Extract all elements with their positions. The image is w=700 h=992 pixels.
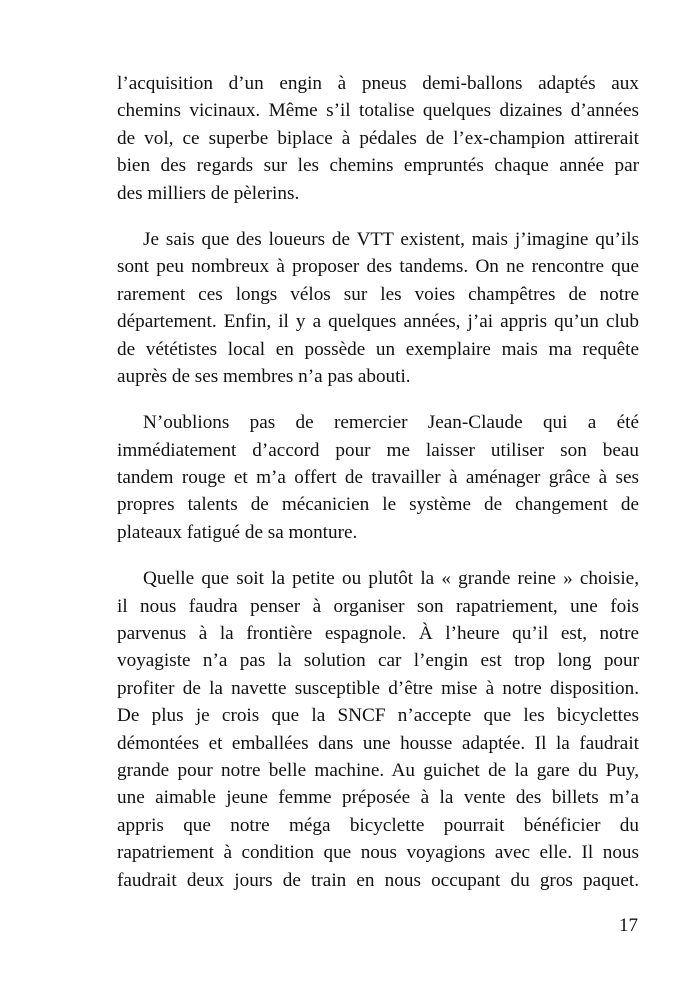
text-line: plateaux fatigué de sa monture.: [117, 521, 358, 543]
text-line: l’acquisition d’un engin à pneus demi-ballons adaptés aux: [117, 73, 639, 94]
text-line: voyagiste n’a pas la solution car l’engin est trop long pour: [117, 650, 639, 672]
page-number: 17: [619, 915, 638, 936]
text-line: bien des regards sur les chemins empruntés chaque année par: [117, 155, 639, 177]
text-line: profiter de la navette susceptible d’être mise à notre disposition.: [117, 677, 639, 699]
text-line: de vététistes local en possède un exemplaire mais ma requête: [117, 338, 639, 360]
text-line: tandem rouge et m’a offert de travailler à aménager grâce à ses: [117, 467, 639, 489]
text-line: faudrait deux jours de train en nous occupant du gros paquet.: [117, 869, 639, 891]
text-line: immédiatement d’accord pour me laisser utiliser son beau: [117, 439, 639, 461]
text-line: Quelle que soit la petite ou plutôt la « grande reine » choisie,: [143, 568, 639, 590]
paragraph-4: [117, 565, 639, 894]
text-line: chemins vicinaux. Même s’il totalise quelques dizaines d’années: [117, 100, 639, 122]
text-line: De plus je crois que la SNCF n’accepte que les bicyclettes: [117, 705, 639, 727]
text-line: rarement ces longs vélos sur les voies champêtres de notre: [117, 283, 639, 305]
text-line: de vol, ce superbe biplace à pédales de l’ex-champion attirerait: [117, 127, 639, 149]
paragraph-3: [117, 409, 639, 546]
paragraph-1: [117, 70, 639, 207]
text-line: N’oublions pas de remercier Jean-Claude qui a été: [143, 412, 639, 434]
text-line: parvenus à la frontière espagnole. À l’heure qu’il est, notre: [117, 623, 639, 645]
page-body: [117, 70, 639, 894]
text-line: une aimable jeune femme préposée à la vente des billets m’a: [117, 787, 639, 809]
paragraph-2: [117, 226, 639, 390]
text-line: grande pour notre belle machine. Au guichet de la gare du Puy,: [117, 759, 639, 781]
text-line: des milliers de pèlerins.: [117, 182, 300, 204]
text-line: appris que notre méga bicyclette pourrait bénéficier du: [117, 814, 639, 836]
text-line: département. Enfin, il y a quelques années, j’ai appris qu’un club: [117, 311, 639, 333]
text-line: sont peu nombreux à proposer des tandems. On ne rencontre que: [117, 256, 639, 278]
text-line: démontées et emballées dans une housse adaptée. Il la faudrait: [117, 732, 639, 754]
text-line: Je sais que des loueurs de VTT existent, mais j’imagine qu’ils: [143, 228, 639, 250]
text-line: auprès de ses membres n’a pas abouti.: [117, 365, 411, 387]
text-line: il nous faudra penser à organiser son rapatriement, une fois: [117, 595, 639, 617]
text-line: rapatriement à condition que nous voyagions avec elle. Il nous: [117, 842, 639, 864]
text-line: propres talents de mécanicien le système de changement de: [117, 494, 639, 516]
